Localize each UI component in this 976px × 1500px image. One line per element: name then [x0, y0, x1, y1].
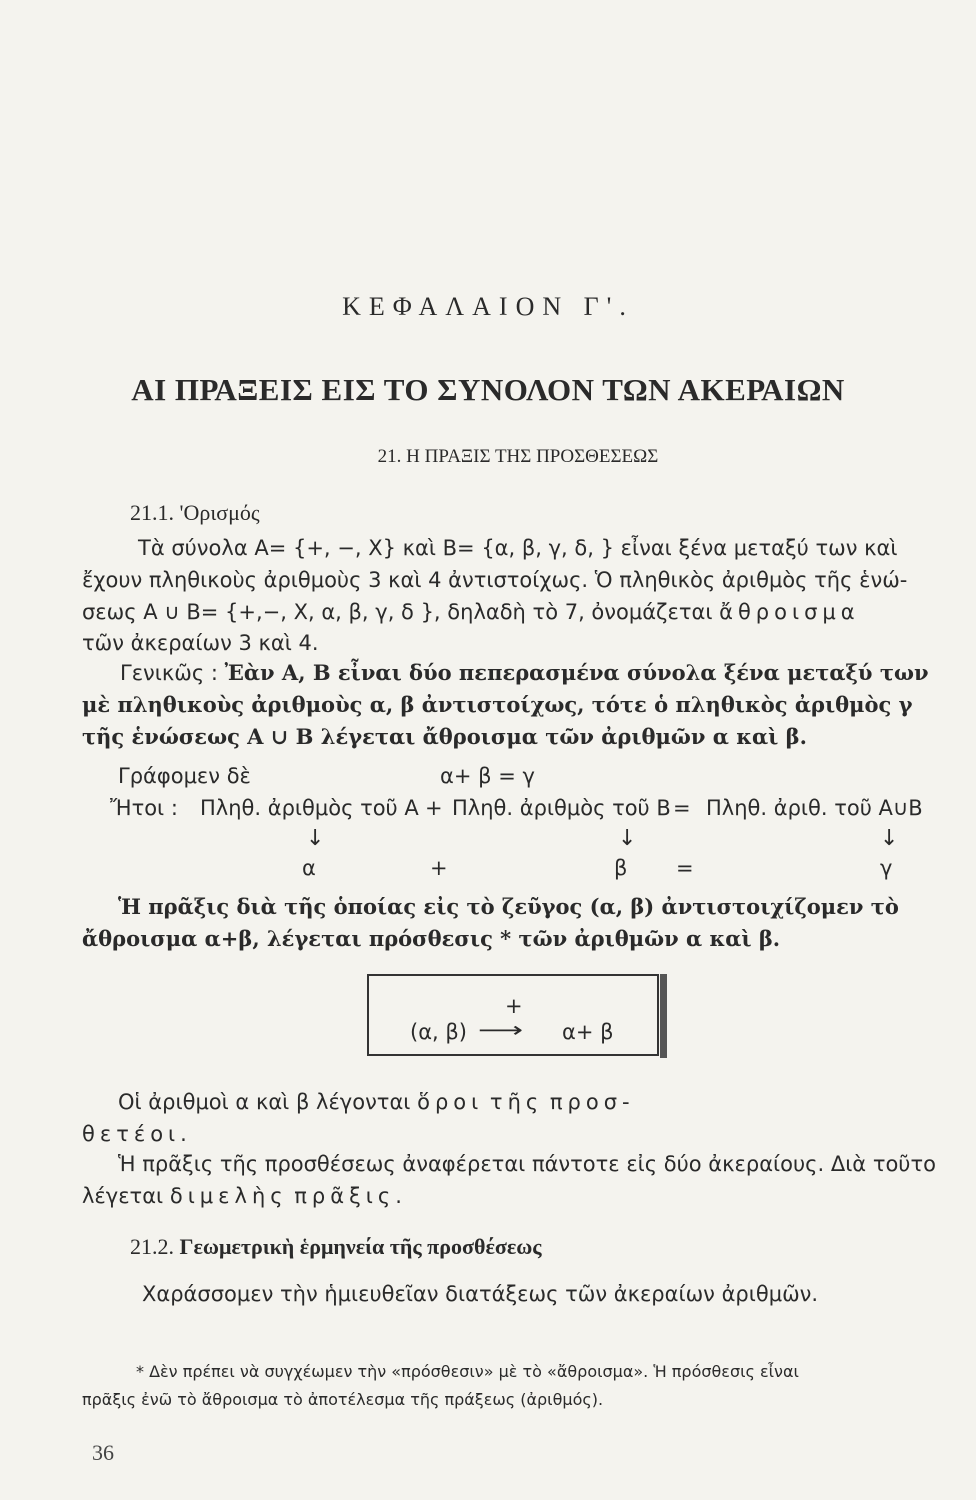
formula-intro: Γράφομεν δὲ — [118, 764, 251, 788]
chapter-label: ΚΕΦΑΛΑΙΟΝ Γ'. — [342, 292, 634, 321]
paragraph-line: Χαράσσομεν τὴν ἡμιευθεῖαν διατάξεως τῶν ἀκεραίων ἀριθμῶν. — [142, 1282, 819, 1306]
bold-text-run: Ἐὰν Α, Β εἶναι δύο πεπερασμένα σύνολα ξένα μεταξύ των — [224, 660, 929, 685]
subsection-title: 'Ορισμός — [179, 500, 260, 525]
formula-term-b: Πληθ. ἀριθμὸς τοῦ Β — [452, 796, 671, 820]
formula-plus: + — [425, 796, 443, 820]
general-line — [120, 660, 929, 685]
paragraph-line: Τὰ σύνολα Α= {+, −, Χ} καὶ Β= {α, β, γ, δ, } εἶναι ξένα μεταξύ των καὶ — [138, 536, 898, 560]
definition-line: ἄθροισμα α+β, λέγεται πρόσθεσις * τῶν ἀριθμῶν α καὶ β. — [82, 926, 781, 951]
terms-line: θετέοι. — [82, 1122, 192, 1146]
formula-term-a: Πληθ. ἀριθμὸς τοῦ Α — [200, 796, 419, 820]
down-arrow-icon: ↓ — [880, 826, 899, 851]
formula-equals: = — [673, 796, 691, 820]
subsection-heading-21-2 — [130, 1234, 542, 1260]
text-run: Γενικῶς : — [120, 661, 218, 685]
text-run: σεως Α ∪ Β= {+,−, Χ, α, β, γ, δ }, δηλαδὴ τὸ 7, ὀνομάζεται — [82, 600, 713, 624]
formula-equation: α+ β = γ — [440, 764, 535, 788]
spaced-term: ἄθροισμα — [719, 600, 860, 624]
spaced-term: τῆς — [489, 1090, 544, 1114]
chapter-title: ΑΙ ΠΡΑΞΕΙΣ ΕΙΣ ΤΟ ΣΥΝΟΛΟΝ ΤΩΝ ΑΚΕΡΑΙΩΝ — [131, 372, 845, 407]
subsection-title: Γεωμετρικὴ ἑρμηνεία τῆς προσθέσεως — [179, 1234, 542, 1259]
formula-symbol-a: α — [302, 856, 316, 880]
spaced-term: πρᾶξις. — [294, 1184, 407, 1208]
terms-line — [118, 1090, 635, 1114]
definition-line: Ἡ πρᾶξις διὰ τῆς ὁποίας εἰς τὸ ζεῦγος (α, β) ἀντιστοιχίζομεν τὸ — [118, 894, 899, 919]
box-shadow — [660, 974, 667, 1058]
subsection-number: 21.1. — [130, 500, 174, 525]
spaced-term: ὅροι — [417, 1090, 484, 1114]
general-line: τῆς ἑνώσεως Α ∪ Β λέγεται ἄθροισμα τῶν ἀριθμῶν α καὶ β. — [82, 724, 807, 749]
general-line: μὲ πληθικοὺς ἀριθμοὺς α, β ἀντιστοίχως, τότε ὁ πληθικὸς ἀριθμὸς γ — [82, 692, 913, 717]
paragraph-line: ἔχουν πληθικοὺς ἀριθμοὺς 3 καὶ 4 ἀντιστοίχως. Ὁ πληθικὸς ἀριθμὸς τῆς ἑνώ- — [82, 568, 908, 592]
spaced-term: προσ- — [549, 1090, 635, 1114]
box-pair: (α, β) — [410, 1020, 467, 1044]
subsection-heading-21-1 — [130, 500, 260, 526]
formula-equals: = — [676, 856, 694, 880]
down-arrow-icon: ↓ — [306, 826, 325, 851]
text-run: λέγεται — [82, 1184, 164, 1208]
section-heading: 21. Η ΠΡΑΞΙΣ ΤΗΣ ΠΡΟΣΘΕΣΕΩΣ — [377, 446, 659, 467]
formula-plus: + — [430, 856, 448, 880]
formula-term-union: Πληθ. ἀριθ. τοῦ Α∪Β — [706, 796, 923, 820]
terms-line — [82, 1184, 407, 1208]
spaced-term: διμελὴς — [169, 1184, 288, 1208]
right-arrow-icon: ⟶ — [478, 1018, 524, 1042]
paragraph-line — [82, 600, 860, 624]
footnote-line: πρᾶξις ἐνῶ τὸ ἄθροισμα τὸ ἀποτέλεσμα τῆς πράξεως (ἀριθμός). — [82, 1390, 604, 1409]
formula-symbol-b: β — [614, 856, 628, 880]
terms-line: Ἡ πρᾶξις τῆς προσθέσεως ἀναφέρεται πάντοτε εἰς δύο ἀκεραίους. Διὰ τοῦτο — [118, 1152, 936, 1176]
box-operator: + — [505, 994, 523, 1018]
subsection-number: 21.2. — [130, 1234, 174, 1259]
formula-ie: Ἤτοι : — [110, 796, 178, 820]
down-arrow-icon: ↓ — [618, 826, 637, 851]
text-run: Οἱ ἀριθμοὶ α καὶ β λέγονται — [118, 1090, 411, 1114]
page-number: 36 — [92, 1440, 114, 1465]
box-result: α+ β — [562, 1020, 614, 1044]
paragraph-line: τῶν ἀκεραίων 3 καὶ 4. — [82, 631, 319, 655]
footnote-line: * Δὲν πρέπει νὰ συγχέωμεν τὴν «πρόσθεσιν» μὲ τὸ «ἄθροισμα». Ἡ πρόσθεσις εἶναι — [136, 1362, 799, 1381]
formula-symbol-g: γ — [880, 856, 893, 880]
